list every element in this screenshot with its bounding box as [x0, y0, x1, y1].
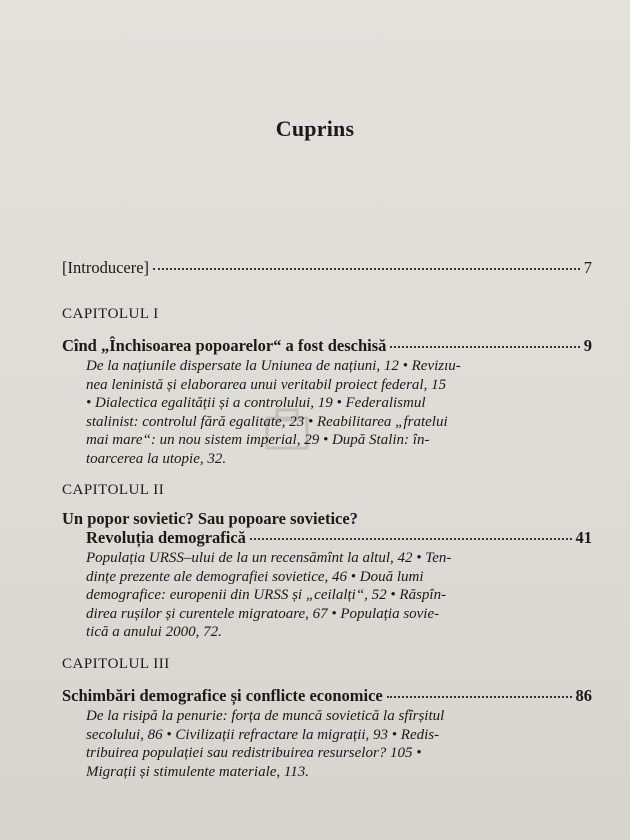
chapter-heading: Cînd „Închisoarea popoarelor“ a fost deschisă [62, 336, 387, 355]
toc-entry-label: [Introducere] [62, 258, 150, 277]
subentry-line: stalinist: controlul fără egalitate, 23 • Reabilitarea „fratelui [86, 413, 448, 430]
subentry-line: • Dialectica egalității și a controlului, 19 • Federalismul [86, 395, 426, 411]
chapter-label: CAPITOLUL III [62, 656, 170, 672]
toc-chapter-heading [62, 686, 592, 706]
chapter-subentries [86, 707, 592, 781]
toc-page-number: 7 [583, 258, 592, 277]
subentry-line: nea leninistă și elaborarea unui veritabil proiect federal, 15 [86, 376, 447, 393]
subentry-line: toarcerea la utopie, 32. [86, 450, 227, 467]
chapter-heading-line: Un popor sovietic? Sau popoare sovietice? [62, 509, 358, 528]
subentry-line: direa rușilor și curentele migratoare, 67 • Populația sovie- [86, 605, 440, 622]
subentry-line: Migrații și stimulente materiale, 113. [86, 763, 310, 780]
subentry-line: De la națiunile dispersate la Uniunea de națiuni, 12 • Revizıu- [86, 358, 461, 374]
subentry-line: mai mare“: un nou sistem imperial, 29 • După Stalin: în- [86, 432, 430, 448]
subentry-line: demografice: europenii din URSS și „ceilalți“, 52 • Răspîn- [86, 587, 447, 603]
chapter-label: CAPITOLUL I [62, 306, 159, 322]
chapter-subentries [86, 357, 592, 468]
subentry-line: De la risipă la penurie: forța de muncă sovietică la sfîrșitul [86, 708, 445, 724]
subentry-line: tică a anului 2000, 72. [86, 624, 222, 640]
watermark-icon [262, 406, 312, 456]
toc-chapter-heading [86, 528, 592, 548]
leader-dots [153, 268, 580, 270]
toc-entry-introducere [62, 258, 592, 278]
subentry-line: tribuirea populației sau redistribuirea resurselor? 105 • [86, 745, 422, 761]
toc-page-number: 41 [575, 528, 592, 547]
subentry-line: Populația URSS–ului de la un recensămînt la altul, 42 • Ten- [86, 550, 452, 566]
toc-page-number: 9 [583, 336, 592, 355]
toc-chapter-heading [62, 336, 592, 356]
subentry-line: secolului, 86 • Civilizații refractare la migrații, 93 • Redis- [86, 726, 440, 743]
toc-page-number: 86 [575, 686, 592, 705]
chapter-subentries [86, 549, 592, 642]
page-title: Cuprins [275, 116, 355, 141]
leader-dots [387, 696, 572, 698]
leader-dots [390, 346, 579, 348]
chapter-heading: Revoluția demografică [86, 528, 246, 547]
leader-dots [250, 538, 572, 540]
subentry-line: dințe prezente ale demografiei sovietice, 46 • Două lumi [86, 568, 424, 585]
chapter-label: CAPITOLUL II [62, 482, 165, 498]
chapter-heading: Schimbări demografice și conflicte economice [62, 686, 383, 705]
